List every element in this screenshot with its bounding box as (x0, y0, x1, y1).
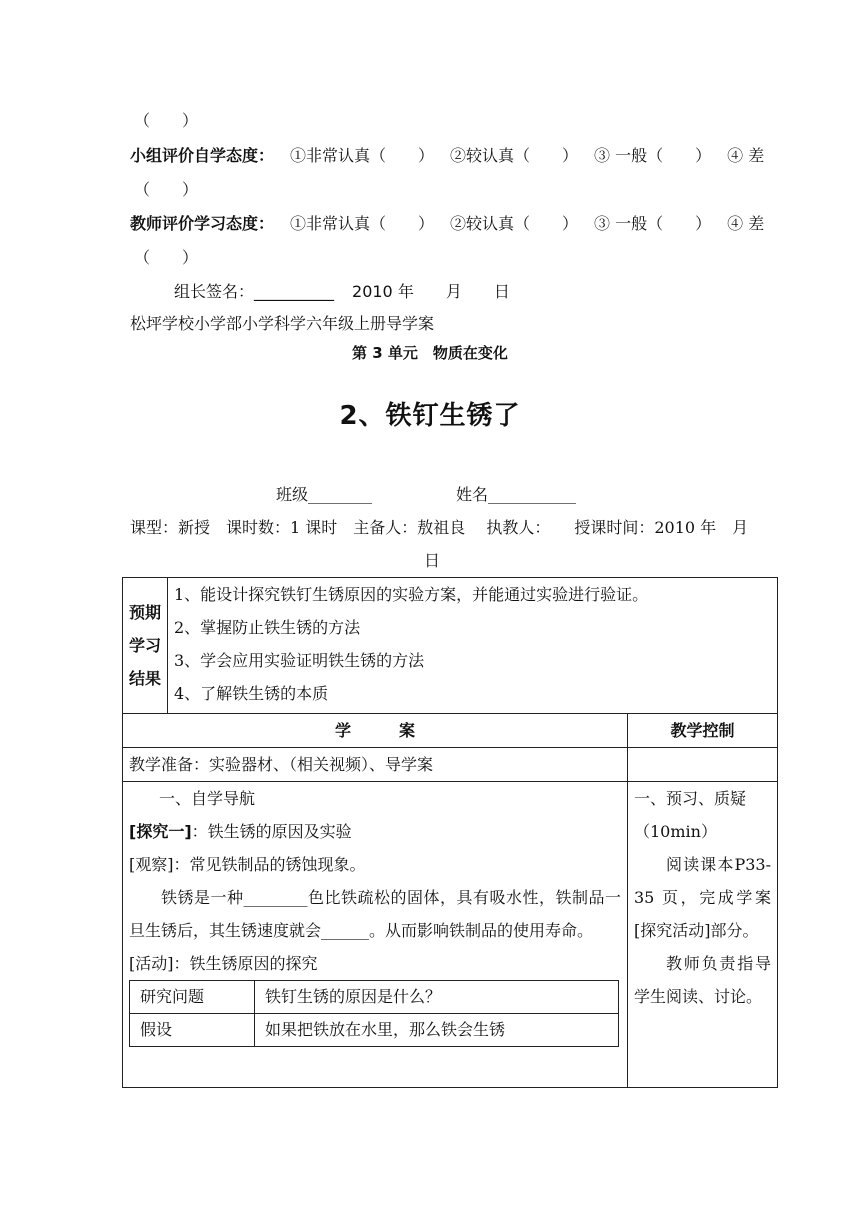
teacher-evaluation-row (130, 214, 764, 234)
explore-tag: [探究一] (129, 822, 192, 841)
signature-blank: __________ (254, 282, 335, 301)
group-evaluation-label: 小组评价自学态度： (130, 146, 275, 165)
control-line: 阅读课本P33-35 页，完成学案[探究活动]部分。 (634, 855, 771, 940)
signature-row (174, 282, 510, 302)
group-evaluation-wrap: （ ） (134, 180, 199, 199)
name-label: 姓名___________ (456, 485, 577, 504)
explore-text: ：铁生锈的原因及实验 (191, 822, 352, 841)
teacher-evaluation-label: 教师评价学习态度： (130, 214, 275, 233)
inquiry-value: 如果把铁放在水里，那么铁会生锈 (255, 1014, 619, 1047)
observe-line (129, 848, 621, 881)
objectives-heading (123, 578, 168, 714)
objectives-heading-line-1: 预期 (128, 603, 161, 622)
objectives-heading-line-2: 学习 (128, 636, 161, 655)
study-guide-cell (123, 782, 628, 1088)
signature-date: 2010 年 月 日 (352, 282, 510, 301)
teacher-evaluation-wrap: （ ） (134, 248, 199, 267)
inquiry-label: 假设 (130, 1014, 255, 1047)
objectives-list (168, 578, 778, 714)
objectives-table (122, 577, 778, 714)
inquiry-value: 铁钉生锈的原因是什么？ (255, 981, 619, 1014)
plan-col-right-header: 教学控制 (628, 714, 778, 748)
activity-text: ：铁生锈原因的探究 (173, 954, 318, 973)
teacher-option-4: ④ 差 (727, 214, 765, 233)
signature-label: 组长签名： (174, 282, 255, 301)
school-title: 松坪学校小学部小学科学六年级上册导学案 (130, 314, 435, 333)
objective-item: 1、能设计探究铁钉生锈原因的实验方案，并能通过实验进行验证。 (174, 585, 649, 604)
lesson-info-wrap: 日 (424, 551, 441, 570)
control-line: （10min） (634, 822, 717, 841)
lesson-title: 2、铁钉生锈了 (339, 401, 521, 431)
objective-item: 2、掌握防止铁生锈的方法 (174, 618, 361, 637)
activity-line (129, 947, 621, 980)
inquiry-label: 研究问题 (130, 981, 255, 1014)
rust-paragraph: 铁锈是一种________色比铁疏松的固体，具有吸水性，铁制品一旦生锈后，其生锈速度就会______。从而影响铁制品的使用寿命。 (129, 888, 621, 940)
activity-tag: [活动] (129, 954, 174, 973)
group-option-2: ②较认真（ ） (450, 146, 579, 165)
group-option-4: ④ 差 (727, 146, 765, 165)
teaching-prep: 教学准备：实验器材、（相关视频）、导学案 (123, 748, 628, 782)
unit-title: 第 3 单元 物质在变化 (352, 344, 508, 362)
teacher-option-1: ①非常认真（ ） (290, 214, 435, 233)
control-line: 一、预习、质疑 (634, 789, 747, 808)
lesson-info: 课型：新授 课时数：1 课时 主备人：敖祖良 执教人： 授课时间：2010 年 月 (130, 518, 749, 537)
plan-table (122, 713, 778, 1088)
teaching-control-cell (628, 782, 778, 1088)
objectives-heading-line-3: 结果 (128, 669, 161, 688)
teacher-option-3: ③ 一般（ ） (594, 214, 712, 233)
group-evaluation-row (130, 146, 764, 166)
group-option-1: ①非常认真（ ） (290, 146, 435, 165)
class-label: 班级________ (276, 485, 373, 504)
evaluation-paren-top: （ ） (134, 111, 199, 130)
plan-col-left-header: 学 案 (123, 714, 628, 748)
teacher-option-2: ②较认真（ ） (450, 214, 579, 233)
objective-item: 3、学会应用实验证明铁生锈的方法 (174, 651, 425, 670)
observe-text: ：常见铁制品的锈蚀现象。 (173, 855, 366, 874)
teaching-prep-control (628, 748, 778, 782)
group-option-3: ③ 一般（ ） (594, 146, 712, 165)
control-line: 教师负责指导学生阅读、讨论。 (634, 954, 771, 1006)
observe-tag: [观察] (129, 855, 174, 874)
section-title: 一、自学导航 (159, 789, 256, 808)
objective-item: 4、了解铁生锈的本质 (174, 684, 329, 703)
inquiry-table (129, 980, 619, 1047)
explore-line (129, 815, 621, 848)
